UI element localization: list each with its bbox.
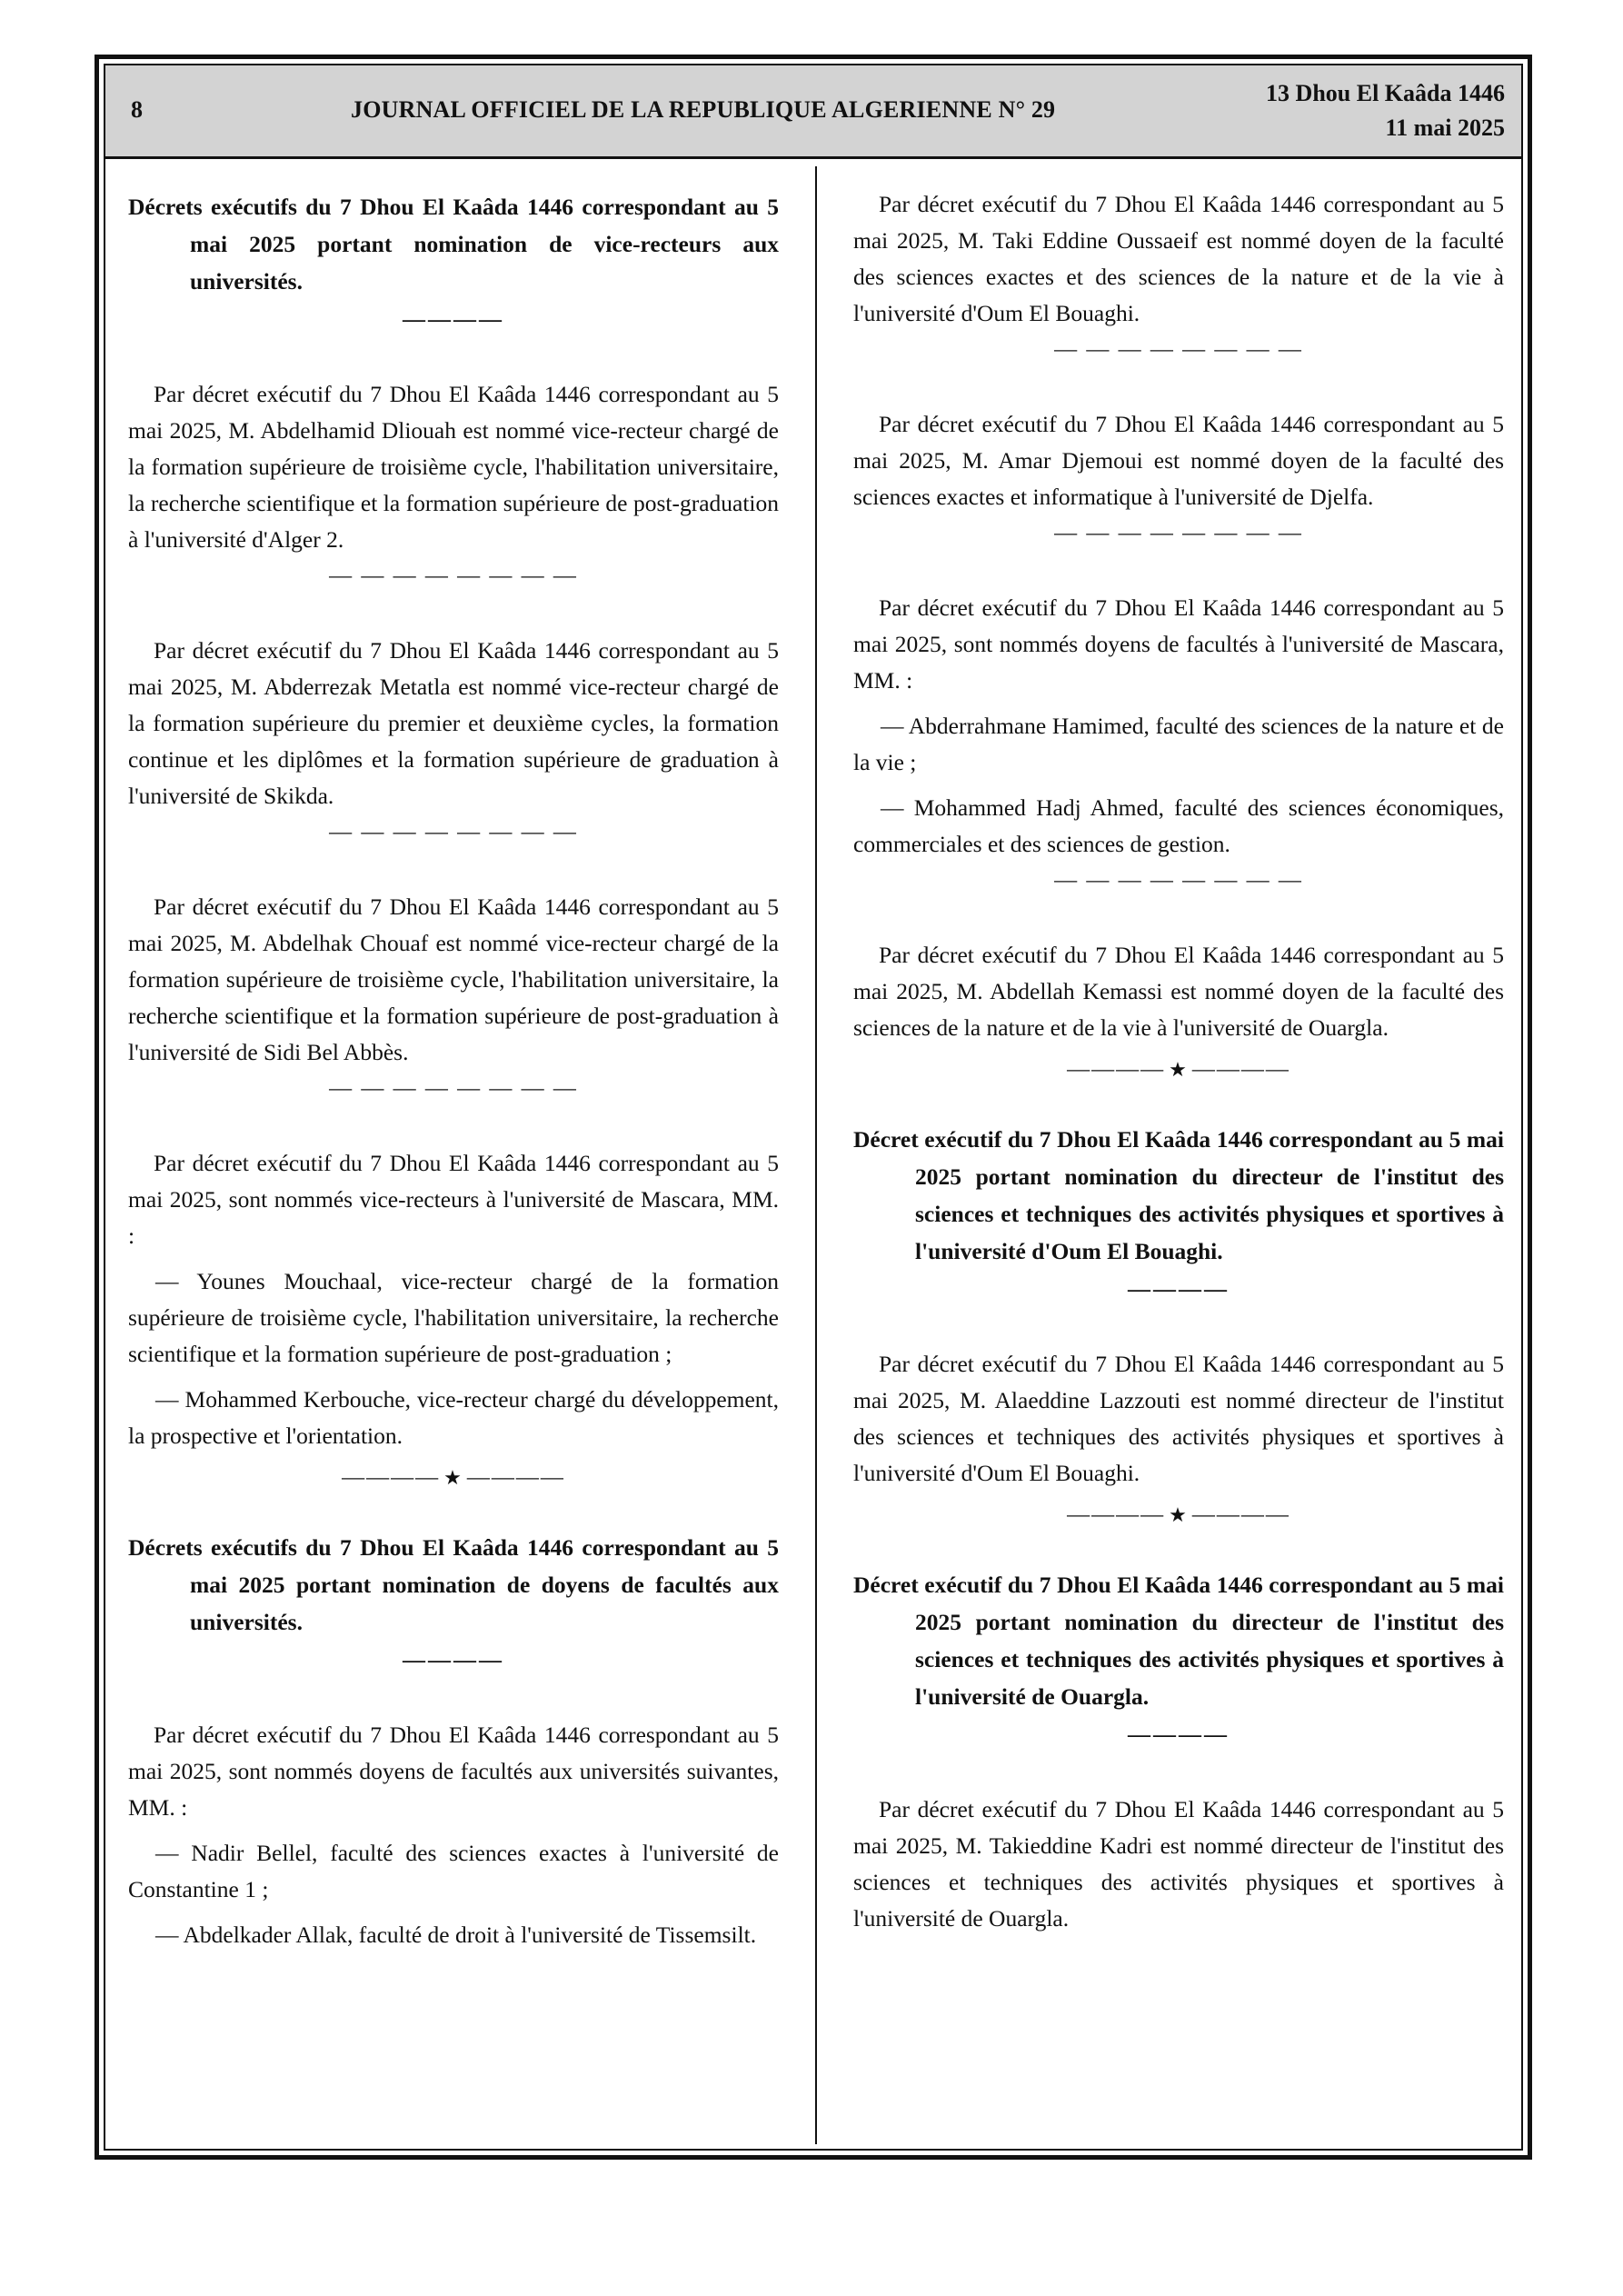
separator-star-left: ———— [342, 1465, 441, 1490]
page-header [105, 65, 1521, 159]
separator-short: ———— [403, 1648, 504, 1672]
decree-paragraph: Par décret exécutif du 7 Dhou El Kaâda 1446 correspondant au 5 mai 2025, sont nommés doyens de facultés aux universités suivantes, MM. : [128, 1722, 779, 1821]
gregorian-date: 11 mai 2025 [1385, 115, 1505, 141]
left-column [128, 188, 779, 1953]
star-icon: ★ [443, 1466, 463, 1489]
decree-paragraph: Par décret exécutif du 7 Dhou El Kaâda 1446 correspondant au 5 mai 2025, M. Takieddine Kadri est nommé directeur de l'institut des sciences et techniques des activités physiques et sportives à l'université de Ouargla. [853, 1796, 1504, 1932]
separator-star [128, 1460, 779, 1496]
separator-dashes: — — — — — — — — [329, 1076, 578, 1101]
list-item: — Abdelkader Allak, faculté de droit à l'université de Tissemsilt. [155, 1922, 757, 1948]
decree-paragraph: Par décret exécutif du 7 Dhou El Kaâda 1446 correspondant au 5 mai 2025, M. Abdelhamid Dliouah est nommé vice-recteur chargé de la formation supérieure de troisième cycle, l'habilitation universitaire, la recherche scientifique et la formation supérieure de post-graduation à l'université d'Alger 2. [128, 381, 779, 553]
issue-date [1266, 76, 1505, 145]
separator-star-right: ———— [1191, 1057, 1290, 1082]
separator-short: ———— [1128, 1722, 1230, 1747]
separator-dashes: — — — — — — — — [329, 564, 578, 588]
decree-paragraph: Par décret exécutif du 7 Dhou El Kaâda 1446 correspondant au 5 mai 2025, sont nommés vice-recteurs à l'université de Mascara, MM. : [128, 1150, 779, 1249]
separator-short: ———— [1128, 1277, 1230, 1302]
decree-paragraph: Par décret exécutif du 7 Dhou El Kaâda 1446 correspondant au 5 mai 2025, M. Abdelhak Chouaf est nommé vice-recteur chargé de la formation supérieure de troisième cycle, l'habilitation universitaire, la recherche scientifique et la formation supérieure de post-graduation à l'université de Sidi Bel Abbès. [128, 893, 779, 1065]
separator-dashes: — — — — — — — — [1054, 521, 1303, 545]
list-item: — Nadir Bellel, faculté des sciences exactes à l'université de Constantine 1 ; [128, 1840, 779, 1902]
hijri-date: 13 Dhou El Kaâda 1446 [1266, 80, 1505, 106]
separator-star-left: ———— [1067, 1502, 1166, 1527]
separator-dashes: — — — — — — — — [1054, 868, 1303, 893]
separator-star [853, 1497, 1504, 1533]
decree-paragraph: Par décret exécutif du 7 Dhou El Kaâda 1446 correspondant au 5 mai 2025, M. Amar Djemoui est nommé doyen de la faculté des sciences exactes et informatique à l'université de Djelfa. [853, 411, 1504, 510]
star-icon: ★ [1169, 1503, 1189, 1526]
decree-heading-doyens: Décrets exécutifs du 7 Dhou El Kaâda 1446 correspondant au 5 mai 2025 portant nomination de doyens de facultés aux universités. [128, 1534, 779, 1635]
decree-paragraph: Par décret exécutif du 7 Dhou El Kaâda 1446 correspondant au 5 mai 2025, sont nommés doyens de facultés à l'université de Mascara, MM. : [853, 594, 1504, 694]
star-icon: ★ [1169, 1058, 1189, 1081]
list-item: — Younes Mouchaal, vice-recteur chargé de la formation supérieure de troisième cycle, l'habilitation universitaire, la recherche scientifique et la formation supérieure de post-graduation ; [128, 1268, 779, 1367]
decree-paragraph: Par décret exécutif du 7 Dhou El Kaâda 1446 correspondant au 5 mai 2025, M. Abdellah Kemassi est nommé doyen de la faculté des sciences de la nature et de la vie à l'université de Ouargla. [853, 942, 1504, 1041]
decree-paragraph: Par décret exécutif du 7 Dhou El Kaâda 1446 correspondant au 5 mai 2025, M. Alaeddine Lazzouti est nommé directeur de l'institut des sciences et techniques des activités physiques et sportives à l'université d'Oum El Bouaghi. [853, 1351, 1504, 1486]
journal-page [95, 55, 1532, 2160]
decree-heading-vice-recteurs: Décrets exécutifs du 7 Dhou El Kaâda 1446 correspondant au 5 mai 2025 portant nomination de vice-recteurs aux universités. [128, 194, 779, 294]
separator-dashes: — — — — — — — — [1054, 337, 1303, 362]
page-number: 8 [131, 96, 143, 123]
separator-star [853, 1052, 1504, 1088]
separator-dashes: — — — — — — — — [329, 820, 578, 844]
decree-heading-institut-ouargla: Décret exécutif du 7 Dhou El Kaâda 1446 correspondant au 5 mai 2025 portant nomination du directeur de l'institut des sciences et techniques des activités physiques et sportives à l'université de Ouargla. [853, 1572, 1504, 1710]
list-item: — Mohammed Hadj Ahmed, faculté des sciences économiques, commerciales et des sciences de gestion. [853, 794, 1504, 857]
separator-star-right: ———— [1191, 1502, 1290, 1527]
separator-star-right: ———— [466, 1465, 565, 1490]
separator-star-left: ———— [1067, 1057, 1166, 1082]
decree-heading-institut-oum-el-bouaghi: Décret exécutif du 7 Dhou El Kaâda 1446 correspondant au 5 mai 2025 portant nomination du directeur de l'institut des sciences et techniques des activités physiques et sportives à l'université d'Oum El Bouaghi. [853, 1126, 1504, 1264]
separator-short: ———— [403, 307, 504, 332]
journal-title: JOURNAL OFFICIEL DE LA REPUBLIQUE ALGERIENNE N° 29 [351, 96, 1056, 123]
list-item: — Abderrahmane Hamimed, faculté des sciences de la nature et de la vie ; [853, 713, 1504, 775]
decree-paragraph: Par décret exécutif du 7 Dhou El Kaâda 1446 correspondant au 5 mai 2025, M. Abderrezak Metatla est nommé vice-recteur chargé de la formation supérieure du premier et deuxième cycles, la formation continue et les diplômes et la formation supérieure de graduation à l'université de Skikda. [128, 637, 779, 809]
decree-paragraph: Par décret exécutif du 7 Dhou El Kaâda 1446 correspondant au 5 mai 2025, M. Taki Eddine Oussaeif est nommé doyen de la faculté des sciences exactes et des sciences de la nature et de la vie à l'université d'Oum El Bouaghi. [853, 191, 1504, 326]
right-column [853, 186, 1504, 1937]
list-item: — Mohammed Kerbouche, vice-recteur chargé du développement, la prospective et l'orientation. [128, 1386, 779, 1449]
column-divider [815, 166, 817, 2144]
